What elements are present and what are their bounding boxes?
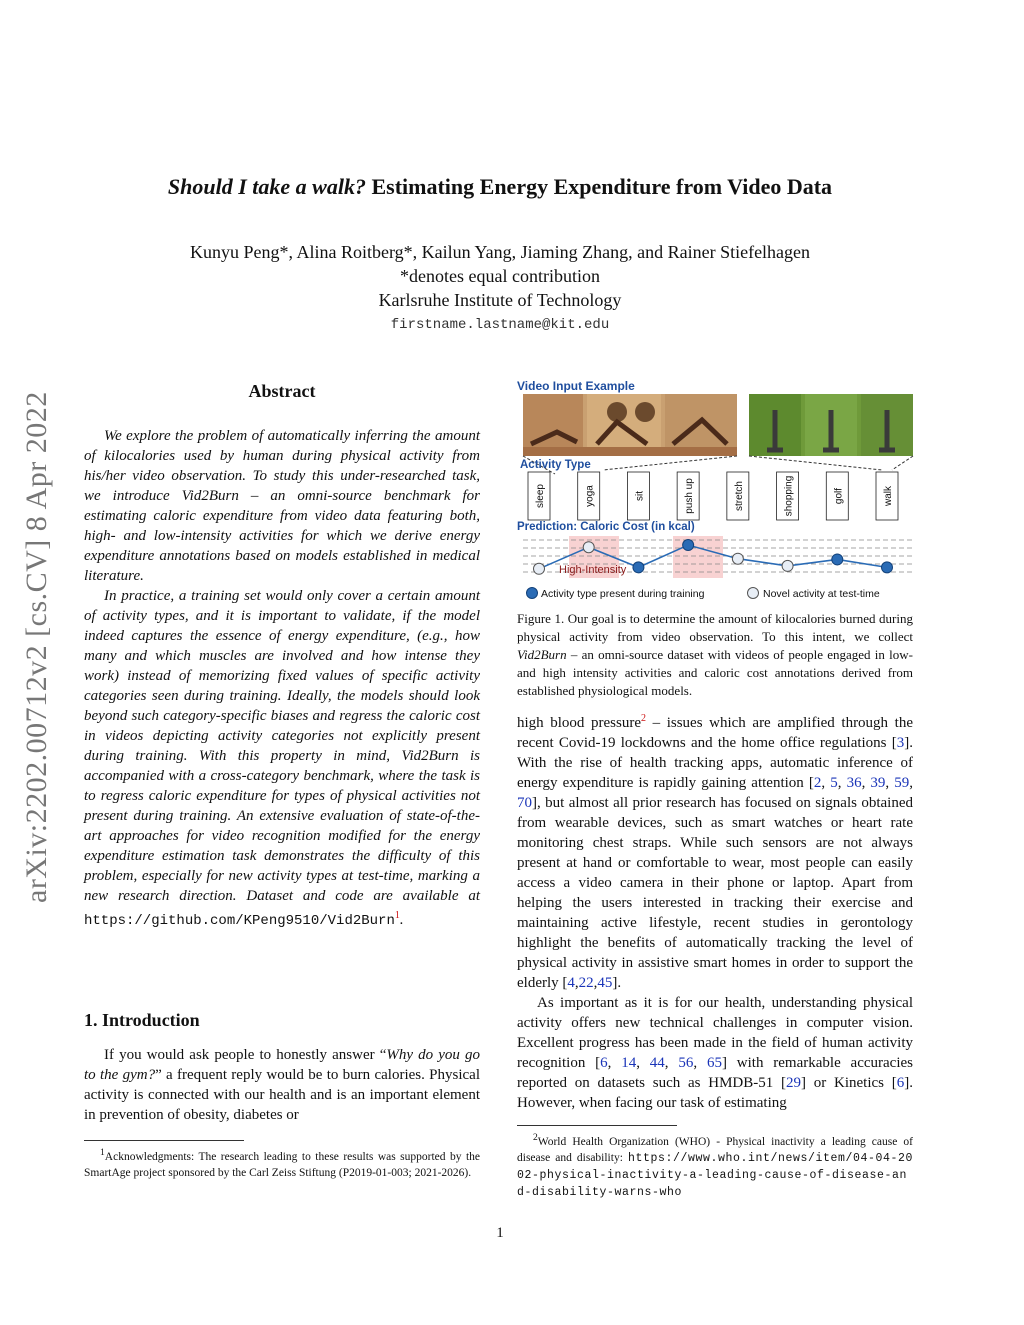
cite-44[interactable]: 44 (649, 1055, 665, 1071)
right-column-body (517, 709, 913, 1113)
footnote-2 (517, 1130, 913, 1201)
equal-contribution: *denotes equal contribution (400, 266, 600, 286)
footnote-ref-1[interactable]: 1 (394, 910, 400, 921)
intro-paragraph-1 (84, 1045, 480, 1125)
walk-connector-left (749, 456, 882, 470)
authors: Kunyu Peng*, Alina Roitberg*, Kailun Yang, Jiaming Zhang, and Rainer Stiefelhagen (189, 242, 811, 262)
cite-6b[interactable]: 6 (896, 1075, 905, 1091)
footnote-2-text: World Health Organization (WHO) - Physical inactivity a leading cause of disease and disability: (517, 1135, 913, 1164)
activity-label-sleep: sleep (535, 484, 546, 508)
cite-29[interactable]: 29 (786, 1075, 801, 1091)
abstract-paragraph-2 (84, 586, 480, 931)
cite-5[interactable]: 5 (830, 775, 838, 791)
yoga-video-frames (523, 394, 737, 456)
cite-65[interactable]: 65 (706, 1055, 722, 1071)
yoga-frame-3 (665, 394, 737, 456)
cite-14[interactable]: 14 (621, 1055, 637, 1071)
footnote-rule-left (84, 1140, 244, 1141)
cite-70[interactable]: 70 (517, 795, 532, 811)
caption-italic: Vid2Burn (517, 647, 567, 662)
data-point-walk (882, 562, 893, 573)
footnote-2-url[interactable]: https://www.who.int/news/item/04-04-2002-physical-inactivity-a-leading-cause-of-disease-and-disability-warns-who (517, 1151, 913, 1199)
abstract-p2-text: In practice, a training set would only cover a certain amount of activity types, and it is important to validate, if the model indeed captures the essence of energy expenditure, (e.g., how many and which muscles are involved and how intense they work) instead of memorizing fixed values of specific activity categories seen during training. Ideally, the models should look beyond such category-specific biases and regress the caloric cost in videos depicting activity categories not explicitly present during training. With this property in mind, Vid2Burn is accompanied with a cross-category benchmark, where the task is to regress caloric expenditure for types of physical activities not present during training. An extensive evaluation of state-of-the-art approaches for video recognition modified for the energy expenditure estimation task demonstrates the difficulty of this problem, especially for new activity types at test-time, marking a new research direction. Dataset and code are available at (84, 588, 480, 904)
activity-boxes (528, 472, 898, 520)
high-intensity-label: High-Intensity (559, 564, 627, 576)
cite-59[interactable]: 59 (894, 775, 910, 791)
legend-train-marker (527, 588, 538, 599)
affiliation: Karlsruhe Institute of Technology (378, 290, 622, 310)
cite-2[interactable]: 2 (813, 775, 822, 791)
email: firstname.lastname@kit.edu (390, 317, 610, 333)
rp2-a: As important as it is for our health, understanding physical activity offers new technical challenges in computer vision. Excellent progress has been made in the field of human activity recognition [ (517, 995, 913, 1071)
cite-39[interactable]: 39 (870, 775, 886, 791)
cite-3[interactable]: 3 (896, 735, 905, 751)
caption-text-a: Figure 1. Our goal is to determine the amount of kilocalories burned during physical activity from video observation. To this intent, we collect (517, 611, 913, 644)
data-point-shopping (782, 560, 793, 571)
rp1-d: ], but almost all prior research has focused on signals obtained from wearable devices, such as smart watches or heart rate monitoring chest straps. While such sensors are not always present at hand or comfortable to wear, most people can easily access a video camera in their phone or laptop. Apart from helping the users interested in tracking their exercise and maintaining active lifestyle, recent studies in gerontology highlight the benefits of automatically tracking the level of physical activity in assistive smart homes in order to support the elderly [ (517, 795, 913, 991)
rp1-b: – issues which are amplified through the recent Covid-19 lockdowns and the home office regulations [ (517, 715, 913, 751)
cite-6[interactable]: 6 (600, 1055, 608, 1071)
video-input-label: Video Input Example (517, 379, 635, 393)
data-point-golf (832, 554, 843, 565)
intro-body (84, 1045, 480, 1125)
cite-45[interactable]: 45 (597, 975, 613, 991)
activity-label-walk: walk (883, 485, 894, 507)
yoga-floor (523, 447, 737, 456)
legend-novel-marker (748, 588, 759, 599)
legend-train-text: Activity type present during training (541, 588, 705, 600)
footnote-1-mark: 1 (100, 1147, 105, 1158)
footnote-2-mark: 2 (533, 1132, 538, 1143)
abstract-paragraph-1: We explore the problem of automatically inferring the amount of kilocalories used by human during physical activity from his/her video observation. To study this under-researched task, we introduce Vid2Burn – an omni-source benchmark for estimating caloric expenditure from video data featuring both, high- and low-intensity activities for which we derive energy expenditure annotations based on models established in medical literature. (84, 428, 480, 584)
yoga-frame-1 (523, 394, 583, 456)
activity-label-shopping: shopping (783, 475, 795, 517)
intro-p1-b: ” a frequent reply would be to burn calories. Physical activity is connected with our health and is an important element in prevention of obesity, diabetes or (84, 1067, 480, 1123)
abstract-end: . (399, 912, 404, 928)
cite-4[interactable]: 4 (567, 975, 575, 991)
arxiv-identifier: arXiv:2202.00712v2 [cs.CV] 8 Apr 2022 (20, 391, 53, 903)
title-italic: Should I take a walk? (167, 174, 366, 199)
cite-56[interactable]: 56 (678, 1055, 694, 1071)
rp1-c: ]. With the rise of health tracking apps, automatic inference of energy expenditure is rapidly gaining attention [ (517, 735, 913, 791)
legend-novel-text: Novel activity at test-time (763, 588, 880, 600)
figure-1 (517, 392, 917, 604)
data-point-sit (633, 562, 644, 573)
right-paragraph-2: As important as it is for our health, understanding physical activity offers new technical challenges in computer vision. Excellent progress has been made in the field of human activity recognition [6, 14, 44, 56, 65] with remarkable accuracies reported on datasets such as HMDB-51 [29] or Kinetics [6]. However, when facing our task of estimating (517, 995, 913, 1111)
cite-22[interactable]: 22 (578, 975, 594, 991)
activity-label-push-up: push up (684, 478, 696, 514)
intro-heading (84, 1010, 480, 1031)
rp2-c: ] or Kinetics [ (801, 1075, 897, 1091)
data-point-push-up (683, 540, 694, 551)
activity-label-stretch: stretch (733, 480, 745, 512)
rp1-a: high blood pressure (517, 715, 642, 731)
intro-heading-text: 1. Introduction (84, 1010, 200, 1030)
intro-question: Why do you go to the gym? (84, 1047, 480, 1083)
right-paragraph-1: high blood pressure$^2$ – issues which are amplified through the recent Covid-19 lockdowns and the home office regulations [3]. With the rise of health tracking apps, automatic inference of energy expenditure is rapidly gaining attention [2, 5, 36, 39, 59, 70], but almost all prior research has focused on signals obtained from wearable devices, such as smart watches or heart rate monitoring chest straps. While such sensors are not always present at hand or comfortable to wear, most people can easily access a video camera in their phone or laptop. Apart from helping the users interested in tracking their exercise and maintaining active lifestyle, recent studies in gerontology highlight the benefits of automatically tracking the level of physical activity in assistive smart homes in order to support the elderly [4,22,45]. (517, 713, 913, 991)
walk-connector-right (892, 456, 913, 470)
wall-decoration-2 (635, 402, 655, 422)
walk-video-frames (749, 394, 913, 456)
activity-type-label: Activity Type (520, 459, 591, 471)
prediction-label: Prediction: Caloric Cost (in kcal) (517, 521, 695, 533)
footnote-ref-2[interactable]: 2 (641, 713, 647, 724)
footnote-1 (84, 1145, 480, 1181)
intro-p1-a: If you would ask people to honestly answer “ (104, 1047, 387, 1063)
cite-36[interactable]: 36 (846, 775, 862, 791)
data-point-yoga (583, 542, 594, 553)
abstract-url[interactable]: https://github.com/KPeng9510/Vid2Burn (84, 913, 395, 929)
activity-label-golf: golf (833, 487, 845, 505)
rp2-b: ] with remarkable accuracies reported on datasets such as HMDB-51 [ (517, 1055, 913, 1091)
footnote-1-text: Acknowledgments: The research leading to these results was supported by the SmartAge project sponsored by the Carl Zeiss Stiftung (P2019-01-003; 2021-2026). (84, 1150, 480, 1179)
page-number: 1 (496, 1225, 504, 1241)
paper-title (0, 174, 1000, 200)
abstract-heading-text: Abstract (248, 381, 316, 401)
footnote-rule-right (517, 1125, 677, 1126)
caption-text-b: – an omni-source dataset with videos of people engaged in low- and high intensity activities and caloric cost annotations derived from established physiological models. (517, 647, 913, 698)
figure-caption (517, 610, 913, 700)
activity-label-sit: sit (634, 491, 646, 501)
title-rest: Estimating Energy Expenditure from Video Data (365, 174, 833, 199)
rp1-e: ]. (612, 975, 622, 991)
yoga-connector-right (603, 456, 737, 470)
activity-label-yoga: yoga (584, 485, 596, 507)
data-point-stretch (732, 553, 743, 564)
abstract-heading (84, 381, 480, 402)
abstract-body (84, 426, 480, 931)
data-point-sleep (534, 563, 545, 574)
rp2-d: ]. However, when facing our task of estimating (517, 1075, 913, 1111)
